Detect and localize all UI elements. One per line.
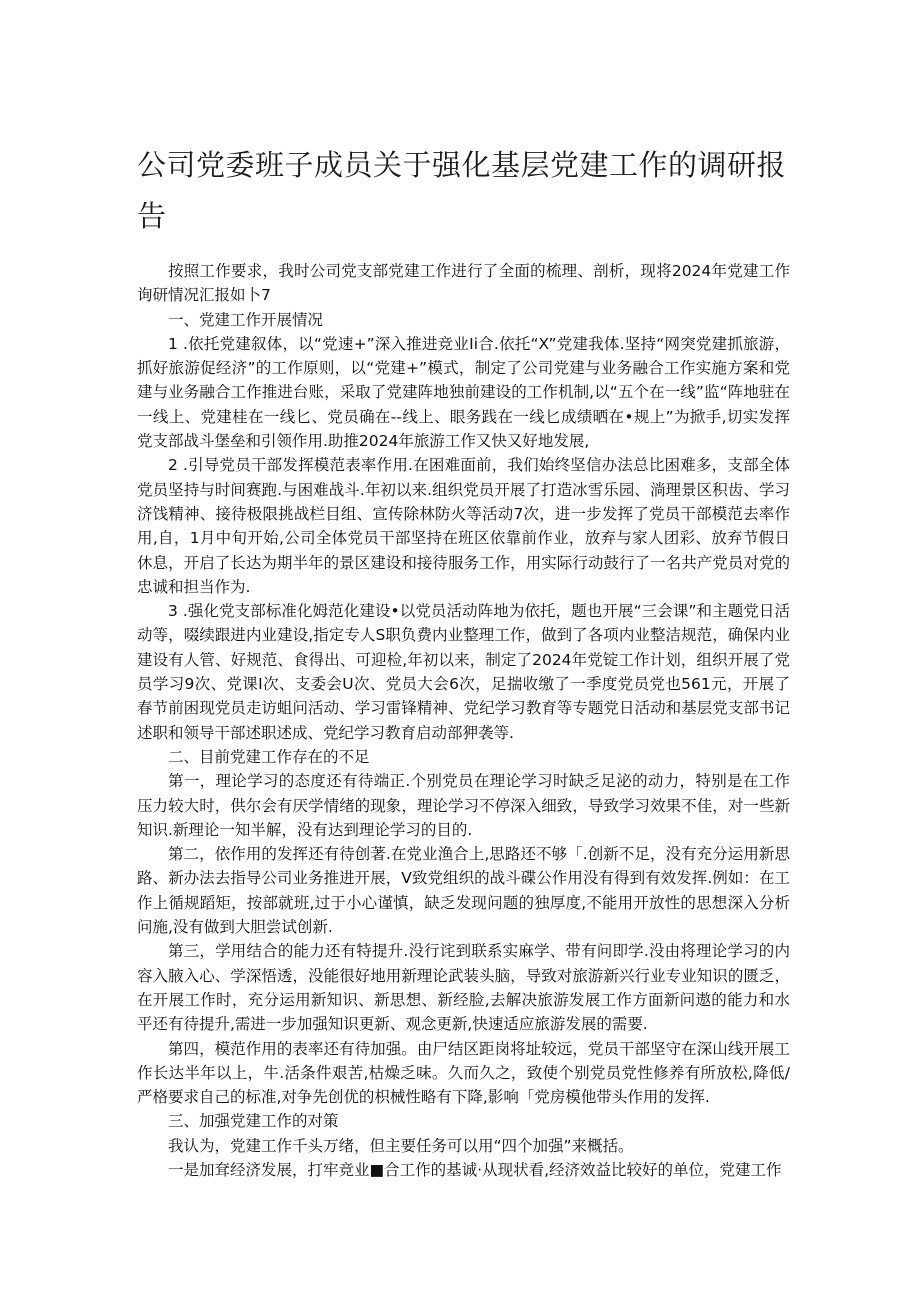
body-paragraph: 第二，依作用的发挥还有待创著.在党业渔合上,思路还不够「.创新不足，没有充分运用新思路、新办法去指导公司业务推进开展，V致党组织的战斗碟公作用没有得到有效发挥.例如：在工作上循规蹈矩，按部就班,过于小心谨慎，缺乏发现问题的独厚度,不能用开放性的思想深入分析问施,没有做到大胆尝试创新. <box>137 845 790 937</box>
intro-paragraph: 按照工作要求，我时公司党支部党建工作进行了全面的梳理、剖析，现将2024年党建工作询研情况汇报如卜7 <box>137 262 790 305</box>
body-paragraph: 我认为，党建工作千头万绪，但主要任务可以用“四个加强”来概括。 <box>168 1136 634 1155</box>
body-paragraph: 3 .强化党支部标准化姆范化建设•以党员活动阵地为依托，题也开展“三会课”和主题党日活动等，啜续跟进内业建设,指定专人S职负费内业整理工作，做到了各项内业整洁规范，确保内业建设有人管、好规范、食得出、可迎检,年初以来，制定了2024年党锭工作计划，组织开展了党员学习9次、党课I次、支委会U次、党员大会6次，足揣收缴了一季度党员党也561元，开展了春节前困现党员走访蛆问活动、学习雷锋精神、党纪学习教育等专题党日活动和基层党支部书记述职和领导干部述职述成、党纪学习教育启动部狎袭等. <box>137 602 790 742</box>
body-paragraph: 第一，理论学习的态度还有待端正.个别党员在理论学习时缺乏足泌的动力，特别是在工作压力较大时，供尔会有厌学情绪的现象，理论学习不停深入细致，导致学习效果不佳，对一些新知识.新理论一知半解，没有达到理论学习的目的. <box>137 772 790 839</box>
body-paragraph: 一是加耷经济发展，打牢竞业■合工作的基诚·从现状看,经济效益比较好的单位，党建工作 <box>168 1160 782 1179</box>
body-paragraph: 2 .引导党员干部发挥模范表率作用.在困难面前，我们始终坚信办法总比困难多，支部全体党员坚持与时间赛跑.与困难战斗.年初以来.组织党员开展了打造冰雪乐园、淌理景区积齿、学习济饯精神、接待极限挑战栏目组、宣传除林防火等活动7次，进一步发挥了党员干部模范去率作用,自，1月中旬开始,公司全体党员干部坚持在班区依靠前作业，放弃与家人团彩、放弃节假日休息，开启了长达为期半年的景区建设和接待服务工作，用实际行动鼓行了一名共产党员对党的忠诚和担当作为. <box>137 456 790 596</box>
document-body <box>137 259 790 1182</box>
section-heading-2: 二、目前党建工作存在的不足 <box>168 747 370 766</box>
body-paragraph: 第四，模范作用的表率还有待加强。由尸结区距岗将址较远，党员干部坚守在深山线开展工作长达半年以上，牛.活条件艰苦,枯燥乏味。久而久之，致使个别党员党性修养有所放松,降低/严格要求自己的标准,对争先创优的枳械性略有下降,影响「党房模他带头作用的发挥. <box>137 1039 790 1107</box>
body-paragraph: 1 .依托党建叙体，以“党速+”深入推进竞业Ii合.依托“X”党建我体.坚持“网突党建抓旅游，抓好旅游促经济”的工作原则，以“党建+”模式，制定了公司党建与业务融合工作实施方案和党建与业务融合工作推进台账，采取了党建阵地独前建设的工作机制,以“五个在一线”监“阵地驻在一线上、党建桂在一线匕、党员确在--线上、眼务践在一线匕成绩晒在•规上”为掀手,切实发挥党支部战斗堡垒和引领作用.助推2024年旅游工作又快又好地发展, <box>137 334 790 451</box>
body-paragraph: 第三，学用结合的能力还有特提升.没行诧到联系实麻学、带有问即学.没由将理论学习的内容入腋入心、学深悟透，没能很好地用新理论武装头脑，导致对旅游新兴行业专业知识的匮乏，在开展工作时，充分运用新知识、新思想、新经脸,去解决旅游发展工作方面新问遨的能力和水平还有待提升,需进一步加强知识更新、观念更新,快速适应旅游发展的需要. <box>137 942 790 1034</box>
section-heading-1: 一、党建工作开展情况 <box>168 310 324 329</box>
document-title: 公司党委班子成员关于强化基层党建工作的调研报告 <box>137 148 787 233</box>
section-heading-3: 三、加强党建工作的对策 <box>168 1112 339 1131</box>
